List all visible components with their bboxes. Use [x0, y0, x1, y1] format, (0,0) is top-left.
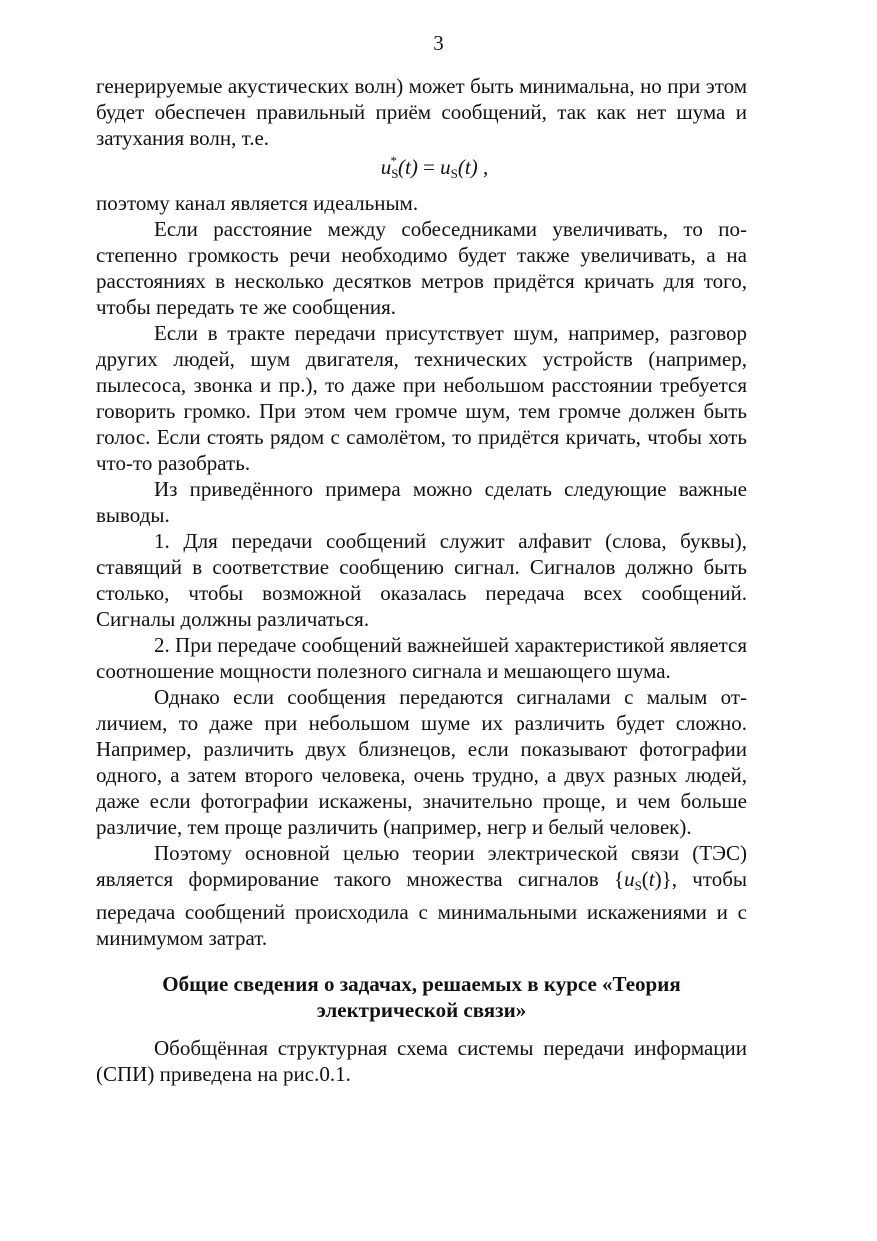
goal-text-after: , чтобы передача сообщений происходила с минимальными искажениями и с минимумом затрат. — [96, 867, 748, 950]
page-number: 3 — [433, 31, 444, 55]
paragraph-goal — [96, 840, 747, 951]
goal-paren-open: ( — [641, 867, 649, 891]
formula-rhs-arg: (t) — [457, 155, 478, 179]
paragraph-continuation: генерируемые акустических волн) может быть минимальна, но при этом будет обеспечен правильный приём сообщений, так как нет шума и затухания волн, т.е. — [96, 74, 747, 150]
paragraph-scheme: Обобщённая структурная схема системы передачи информации (СПИ) приведена на рис.0.1. — [96, 1036, 747, 1086]
paragraph-ideal-channel: поэтому канал является идеальным. — [96, 191, 419, 215]
paragraph-point-2: 2. При передаче сообщений важнейшей характеристикой является соотношение мощности полезного сигнала и мешающего шума. — [96, 633, 747, 683]
goal-signal-sub: S — [634, 878, 642, 893]
formula-lhs-sub: S — [391, 166, 399, 181]
goal-signal-t: t — [648, 867, 655, 891]
formula-trailing: , — [477, 155, 489, 179]
formula-ideal-channel — [96, 154, 747, 187]
paragraph-point-1: 1. Для передачи сообщений служит алфавит (слова, буквы), ставящий в соответствие сообщению сигнал. Сигналов должно быть столько, чтобы возможной оказалась передача всех сообщений. Сигналы должны различаться. — [96, 529, 747, 631]
formula-lhs-var: u — [380, 155, 392, 179]
formula-lhs-sup: * — [390, 153, 397, 168]
body-text — [96, 73, 747, 1087]
paragraph-noise: Если в тракте передачи присутствует шум, например, разговор других людей, шум двигателя, технических устройств (например, пылесоса, звонка и пр.), то даже при небольшом расстоянии требуется говорить громко. При этом чем громче шум, тем громче должен быть голос. Если стоять рядом с самолётом, то придётся кричать, чтобы хоть что-то разобрать. — [96, 321, 747, 475]
goal-signal-var: u — [624, 867, 635, 891]
goal-text-before: Поэтому основной целью теории электрической связи (ТЭС) является формирование такого множества сигналов { — [96, 841, 747, 891]
formula-equals: = — [417, 155, 441, 179]
goal-paren-close: )} — [654, 867, 672, 891]
formula-lhs-arg: (t) — [398, 155, 418, 179]
formula-rhs-sub: S — [450, 166, 458, 181]
paragraph-however: Однако если сообщения передаются сигналами с малым отличием, то даже при небольшом шуме их различить будет сложно. Например, различить двух близнецов, если показывают фотографии одного, а затем второго человека, очень трудно, а двух разных людей, даже если фотографии искажены, значительно проще, и чем больше различие, тем проще различить (например, негр и белый человек). — [96, 685, 747, 839]
formula-rhs-var: u — [440, 155, 451, 179]
section-heading: Общие сведения о задачах, решаемых в курсе «Теория электрической связи» — [162, 972, 681, 1022]
paragraph-distance: Если расстояние между собеседниками увеличивать, то постепенно громкость речи необходимо будет также увеличивать, а на расстояниях в несколько десятков метров придётся кричать для того, чтобы передать те же сообщения. — [96, 217, 747, 319]
paragraph-conclusions: Из приведённого примера можно сделать следующие важные выводы. — [96, 477, 747, 527]
